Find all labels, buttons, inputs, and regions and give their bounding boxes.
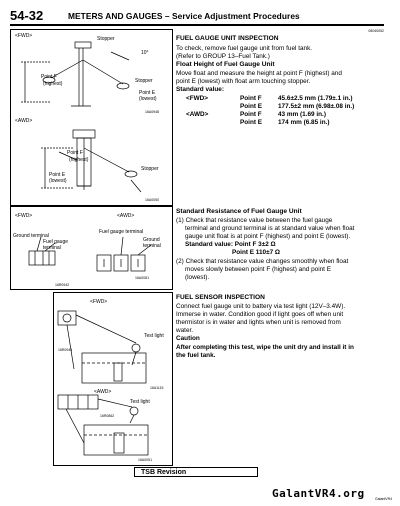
standard-resistance-section [176, 208, 384, 282]
watermark-small: GalantVR4 [375, 497, 393, 501]
section3-l2: Immerse in water. Condition good if light goes off when unit [176, 310, 344, 318]
fig2-awd-label: <AWD> [117, 213, 135, 219]
fig1-point-e-awd-sub: (lowest) [49, 178, 67, 184]
fig1-point-f-sub: (highest) [43, 81, 63, 87]
fig3-code4: 16A0051 [138, 458, 153, 462]
fig1-code1: 16A0948 [145, 110, 160, 114]
fig1-stopper-awd: Stopper [141, 166, 159, 172]
resistance-figure [10, 206, 173, 290]
float-height-table [176, 95, 358, 128]
fig3-code1: 16R0943 [58, 348, 73, 352]
section1-para1: Move float and measure the height at point F (highest) and [176, 69, 342, 77]
section1-std-label: Standard value: [176, 86, 224, 94]
fig2-code1: 16A0081 [135, 276, 150, 280]
fig2-fuel-gauge-right: Fuel gauge terminal [99, 229, 144, 235]
page-title: METERS AND GAUGES – Service Adjustment Procedures [68, 11, 300, 21]
fig2-ground-right2: terminal [143, 243, 161, 249]
fig3-code2: 16A1115 [150, 386, 164, 390]
section3-l3: thermistor is in water and lights when unit is removed from [176, 318, 341, 326]
fig1-point-f-awd-sub: (highest) [69, 157, 89, 163]
float-height-diagram [11, 30, 172, 205]
section2-item2-l3: (lowest). [185, 273, 210, 281]
fig1-awd-label: <AWD> [15, 118, 33, 124]
fig1-point-f: Point F [41, 74, 57, 80]
fig2-ground-right: Ground [143, 237, 160, 243]
fig1-angle: 10° [141, 50, 149, 56]
page-number: 54-32 [10, 8, 44, 23]
header-rule [10, 24, 384, 26]
tsb-revision-box: TSB Revision [134, 467, 258, 477]
fig1-point-e: Point E [139, 90, 156, 96]
fig1-stopper-top: Stopper [97, 36, 115, 42]
section1-intro1: To check, remove fuel gauge unit from fuel tank. [176, 45, 313, 52]
section2-heading: Standard Resistance of Fuel Gauge Unit [176, 208, 302, 215]
watermark: GalantVR4.org [272, 487, 365, 500]
table-row: <AWD> Point F 43 mm (1.69 in.) [186, 110, 326, 118]
caution-text1: After completing this test, wipe the unit dry and install it in [176, 343, 354, 351]
section2-item2-l2: moves slowly between point F (highest) and point E [185, 265, 331, 273]
fig3-awd-label: <AWD> [94, 389, 112, 395]
fig2-fwd-label: <FWD> [15, 213, 33, 219]
fuel-sensor-diagram [54, 293, 172, 465]
fig1-code2: 16A0050 [145, 198, 160, 202]
section1-code: 08040052 [368, 29, 384, 33]
fuel-sensor-inspection [176, 294, 384, 360]
section2-item2-l1: (2) Check that resistance value changes smoothly when float [176, 257, 349, 265]
fig1-point-e-sub: (lowest) [139, 96, 157, 102]
fig2-fuel-gauge-left2: terminal [43, 245, 61, 251]
fig2-ground-terminal: Ground terminal [13, 233, 49, 239]
fig1-point-f-awd: Point F [67, 150, 83, 156]
fig1-fwd-label: <FWD> [15, 33, 33, 39]
table-row: <FWD> Point F 45.6±2.5 mm (1.79±.1 in.) [186, 94, 353, 102]
fig3-test-light2: Test light [130, 399, 150, 405]
section2-item1-l3: gauge unit float is at point F (highest) and point E (lowest). [185, 232, 351, 240]
section2-item1-l2: terminal and ground terminal is at standard value when float [185, 224, 355, 232]
fig1-stopper-mid: Stopper [135, 78, 153, 84]
section1-subheading: Float Height of Fuel Gauge Unit [176, 61, 275, 69]
section2-item1-l1: (1) Check that resistance value between the fuel gauge [176, 216, 333, 224]
fuel-gauge-unit-inspection [176, 27, 384, 127]
table-row: Point E 174 mm (6.85 in.) [240, 119, 330, 127]
fig3-code3: 16R0862 [100, 414, 115, 418]
caution-label: Caution [176, 335, 200, 343]
section3-heading: FUEL SENSOR INSPECTION [176, 294, 265, 301]
section2-std2: Point E 110±7 Ω [232, 249, 281, 257]
fuel-sensor-figure [53, 292, 173, 466]
table-row: Point E 177.5±2 mm (6.98±.08 in.) [240, 102, 355, 110]
section3-l1: Connect fuel gauge unit to battery via test light (12V–3.4W). [176, 302, 346, 310]
section1-intro2: (Refer to GROUP 13–Fuel Tank.) [176, 53, 270, 61]
fig3-fwd-label: <FWD> [90, 299, 108, 305]
section1-heading: FUEL GAUGE UNIT INSPECTION [176, 35, 279, 42]
float-height-figure [10, 29, 173, 206]
fig3-test-light: Test light [144, 333, 164, 339]
fig2-code2: 16R0942 [55, 283, 70, 287]
section3-l4: water. [176, 327, 194, 335]
fig1-point-e-awd: Point E [49, 172, 66, 178]
section1-para2: point E (lowest) with float arm touching stopper. [176, 78, 311, 86]
section2-std1: Standard value: Point F 3±2 Ω [185, 241, 276, 249]
resistance-diagram [11, 207, 172, 289]
caution-text2: the fuel tank. [176, 351, 216, 359]
fig2-fuel-gauge-left: Fuel gauge [43, 239, 69, 245]
